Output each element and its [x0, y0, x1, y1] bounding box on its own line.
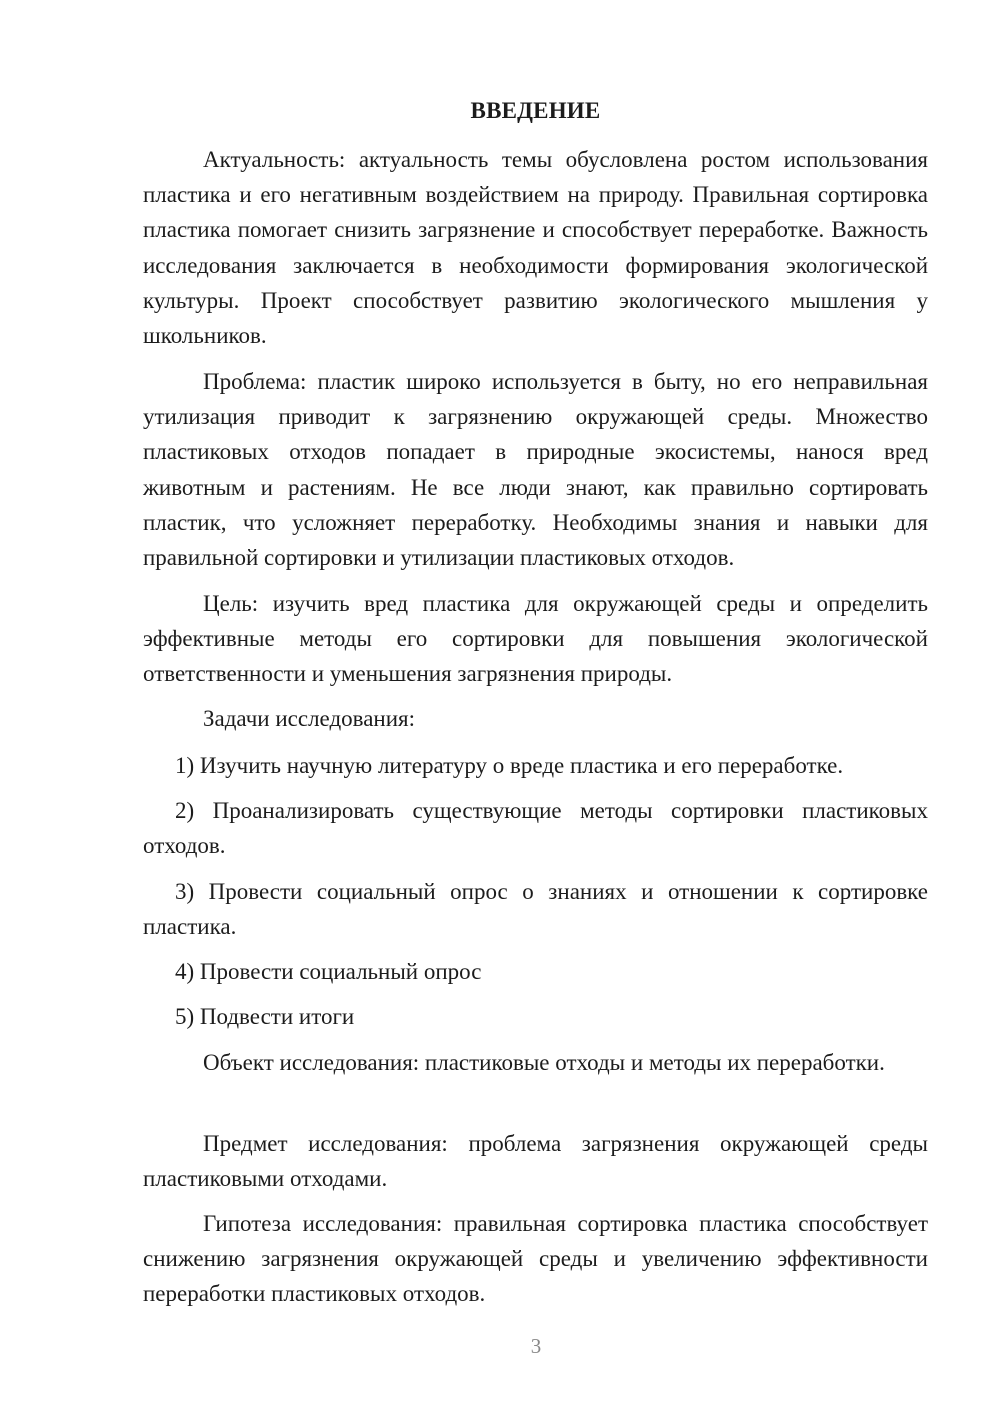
task-item: 3) Провести социальный опрос о знаниях и отношении к сортировке пластика.: [143, 879, 928, 940]
tasks-title: Задачи исследования:: [203, 706, 416, 731]
task-item: 1) Изучить научную литературу о вреде пластика и его переработке.: [175, 753, 844, 778]
paragraph-object: Объект исследования: пластиковые отходы и методы их переработки.: [203, 1050, 885, 1075]
paragraph-subject: Предмет исследования: проблема загрязнения окружающей среды пластиковыми отходами.: [143, 1131, 928, 1192]
task-item: 5) Подвести итоги: [175, 1004, 355, 1029]
task-item: 2) Проанализировать существующие методы сортировки пластиковых отходов.: [143, 798, 928, 859]
task-item: 4) Провести социальный опрос: [175, 959, 482, 984]
paragraph-goal: Цель: изучить вред пластика для окружающей среды и определить эффективные методы его сортировки для повышения экологической ответственности и уменьшения загрязнения природы.: [143, 591, 928, 687]
paragraph-hypothesis: Гипотеза исследования: правильная сортировка пластика способствует снижению загрязнения окружающей среды и увеличению эффективности переработки пластиковых отходов.: [143, 1211, 928, 1307]
page-title: ВВЕДЕНИЕ: [470, 98, 601, 123]
paragraph-relevance: Актуальность: актуальность темы обусловлена ростом использования пластика и его негативным воздействием на природу. Правильная сортировка пластика помогает снизить загрязнение и способствует переработке. Важность исследования заключается в необходимости формирования экологической культуры. Проект способствует развитию экологического мышления у школьников.: [143, 147, 928, 349]
page-number: 3: [530, 1334, 542, 1358]
paragraph-problem: Проблема: пластик широко используется в быту, но его неправильная утилизация приводит к загрязнению окружающей среды. Множество пластиковых отходов попадает в природные экосистемы, нанося вред животным и растениям. Не все люди знают, как правильно сортировать пластик, что усложняет переработку. Необходимы знания и навыки для правильной сортировки и утилизации пластиковых отходов.: [143, 369, 928, 571]
